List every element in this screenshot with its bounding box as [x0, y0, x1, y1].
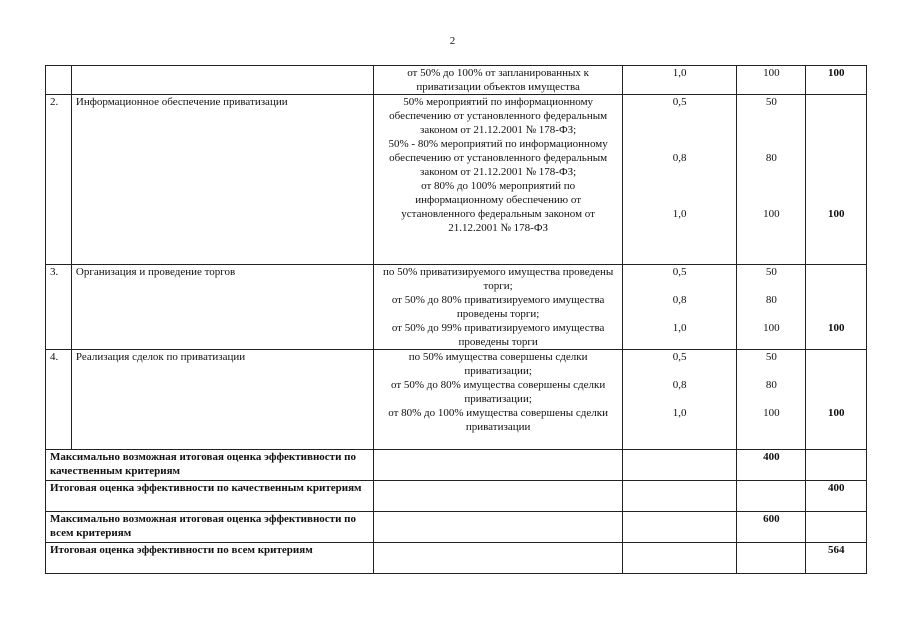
summary-empty: [374, 543, 622, 574]
points: 100: [763, 322, 780, 334]
criterion: от 80% до 100% имущества совершены сделки приватизации: [388, 407, 609, 433]
page-number: 2: [449, 35, 456, 47]
criterion: 50% - 80% мероприятий по информационному обеспечению от установленного федеральным законом от 21.12.2001 № 178-ФЗ;: [388, 138, 608, 178]
row-number: [46, 66, 72, 95]
row-coefficient: 1,0: [622, 66, 737, 95]
summary-total: [806, 450, 867, 481]
coefficient: 0,8: [672, 152, 687, 164]
row-points-list: [737, 95, 806, 265]
total-value: 100: [827, 208, 845, 220]
points: 50: [765, 266, 777, 278]
summary-row: [46, 512, 867, 543]
points: 80: [765, 152, 777, 164]
summary-row: [46, 481, 867, 512]
table-row: [46, 95, 867, 265]
criterion: от 80% до 100% мероприятий по информационному обеспечению от установленного федеральным законом от 21.12.2001 № 178-ФЗ: [401, 180, 595, 234]
criterion: от 50% до 80% приватизируемого имущества проведены торги;: [391, 294, 605, 320]
summary-label: Итоговая оценка эффективности по всем критериям: [46, 543, 374, 574]
criterion: от 50% до 99% приватизируемого имущества проведены торги: [391, 322, 605, 348]
criterion: по 50% имущества совершены сделки приватизации;: [408, 351, 588, 377]
summary-row: [46, 543, 867, 574]
row-points-list: [737, 265, 806, 350]
row-total: 100: [806, 66, 867, 95]
points: 80: [765, 379, 777, 391]
row-criteria: от 50% до 100% от запланированных к приватизации объектов имущества: [374, 66, 622, 95]
summary-empty: [374, 512, 622, 543]
evaluation-table: [45, 65, 867, 574]
coefficient: 1,0: [672, 407, 687, 419]
row-total: [806, 265, 867, 350]
total-value: 100: [827, 322, 845, 334]
row-criteria-list: [374, 350, 622, 450]
summary-empty: [374, 481, 622, 512]
points: 80: [765, 294, 777, 306]
summary-total: 564: [806, 543, 867, 574]
summary-empty: [622, 512, 737, 543]
points: 50: [765, 96, 777, 108]
row-coefficients: [622, 95, 737, 265]
coefficient: 0,5: [672, 96, 687, 108]
summary-points: [737, 481, 806, 512]
row-coefficients: [622, 265, 737, 350]
summary-empty: [622, 481, 737, 512]
table-row: [46, 66, 867, 95]
coefficient: 0,5: [672, 266, 687, 278]
summary-points: 600: [737, 512, 806, 543]
summary-points: [737, 543, 806, 574]
row-total: [806, 95, 867, 265]
coefficient: 1,0: [672, 322, 687, 334]
row-coefficients: [622, 350, 737, 450]
row-name: [71, 66, 373, 95]
row-points: 100: [737, 66, 806, 95]
total-value: 100: [827, 407, 845, 419]
row-name: Организация и проведение торгов: [71, 265, 373, 350]
points: 100: [763, 407, 780, 419]
row-number: 3.: [46, 265, 72, 350]
row-number: 2.: [46, 95, 72, 265]
criterion: 50% мероприятий по информационному обеспечению от установленного федеральным законом от 21.12.2001 № 178-ФЗ;: [389, 96, 608, 136]
points: 50: [765, 351, 777, 363]
summary-label: Итоговая оценка эффективности по качественным критериям: [46, 481, 374, 512]
coefficient: 1,0: [672, 208, 687, 220]
row-points-list: [737, 350, 806, 450]
summary-label: Максимально возможная итоговая оценка эффективности по всем критериям: [46, 512, 374, 543]
row-number: 4.: [46, 350, 72, 450]
table-row: [46, 350, 867, 450]
coefficient: 0,8: [672, 294, 687, 306]
summary-label: Максимально возможная итоговая оценка эффективности по качественным критериям: [46, 450, 374, 481]
summary-empty: [622, 450, 737, 481]
summary-empty: [374, 450, 622, 481]
criterion: от 50% до 80% имущества совершены сделки приватизации;: [390, 379, 606, 405]
summary-empty: [622, 543, 737, 574]
row-name: Информационное обеспечение приватизации: [71, 95, 373, 265]
summary-total: 400: [806, 481, 867, 512]
summary-row: [46, 450, 867, 481]
table-row: [46, 265, 867, 350]
points: 100: [763, 208, 780, 220]
coefficient: 0,8: [672, 379, 687, 391]
coefficient: 0,5: [672, 351, 687, 363]
summary-points: 400: [737, 450, 806, 481]
row-criteria-list: [374, 265, 622, 350]
summary-total: [806, 512, 867, 543]
row-criteria-list: [374, 95, 622, 265]
criterion: по 50% приватизируемого имущества проведены торги;: [382, 266, 614, 292]
row-total: [806, 350, 867, 450]
row-name: Реализация сделок по приватизации: [71, 350, 373, 450]
